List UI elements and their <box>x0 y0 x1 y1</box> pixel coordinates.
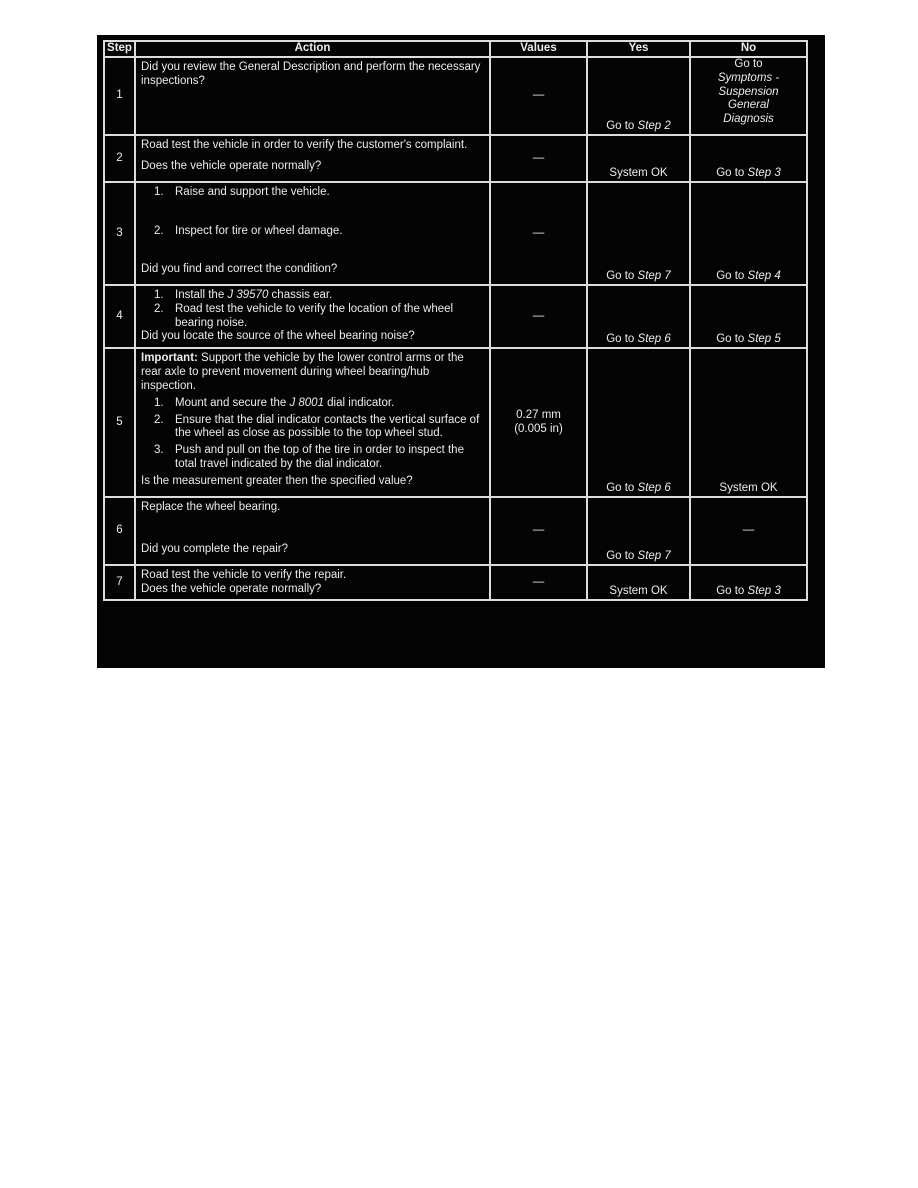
step-cell: 1 <box>104 57 135 135</box>
list-item-number: 2. <box>154 224 164 237</box>
action-paragraph <box>141 61 481 89</box>
yes-cell <box>587 57 690 135</box>
step-cell: 4 <box>104 285 135 348</box>
list-item-number: 1. <box>154 289 164 301</box>
action-list-item <box>141 289 481 303</box>
action-list-item <box>141 303 481 331</box>
text-span: Road test the vehicle in order to verify the customer's complaint. <box>141 139 468 151</box>
step-cell: 2 <box>104 135 135 182</box>
text-span: Go to <box>606 550 638 563</box>
text-span: Mount and secure the <box>175 396 290 409</box>
text-span: Is the measurement greater then the specified value? <box>141 475 413 488</box>
yes-cell <box>587 135 690 182</box>
list-item-text <box>175 303 481 331</box>
text-span: Support the vehicle by the lower control arms or the rear axle to prevent movement during wheel bearing/hub inspection. <box>141 352 464 392</box>
action-list-item <box>141 397 481 411</box>
action-content <box>136 349 489 492</box>
no-cell <box>690 565 807 600</box>
text-span: System OK <box>609 585 668 598</box>
action-content <box>136 136 489 177</box>
text-span: Road test the vehicle to verify the location of the wheel bearing noise. <box>175 302 454 329</box>
values-cell <box>490 135 587 182</box>
action-cell <box>135 182 490 285</box>
action-cell <box>135 57 490 135</box>
no-cell <box>690 57 807 135</box>
text-span: Suspension <box>718 85 779 98</box>
action-content <box>136 498 489 560</box>
values-cell <box>490 285 587 348</box>
text-span: Does the vehicle operate normally? <box>141 160 322 173</box>
text-span: Did you review the General Description and perform the necessary inspections? <box>141 61 481 87</box>
text-span: chassis ear. <box>268 289 333 301</box>
text-span: Did you find and correct the condition? <box>141 263 338 276</box>
action-question <box>141 263 481 277</box>
action-list-item <box>141 225 481 239</box>
answer-line <box>691 167 806 181</box>
text-span: Step 6 <box>637 333 671 346</box>
action-list-item <box>141 414 481 442</box>
table-row <box>104 135 807 182</box>
column-header-yes: Yes <box>587 41 690 57</box>
text-span: Inspect for tire or wheel damage. <box>175 224 343 237</box>
list-item-number: 3. <box>154 444 164 457</box>
answer-line <box>691 58 806 72</box>
no-cell <box>690 285 807 348</box>
yes-cell <box>587 348 690 497</box>
list-item-text <box>175 225 481 239</box>
column-header-values: Values <box>490 41 587 57</box>
action-question <box>141 330 481 344</box>
answer-line <box>691 113 806 127</box>
action-cell <box>135 497 490 565</box>
action-list-item <box>141 444 481 472</box>
no-cell <box>690 348 807 497</box>
text-span: Replace the wheel bearing. <box>141 501 281 513</box>
text-span: Step 3 <box>747 167 781 180</box>
value-line: — <box>532 151 545 164</box>
value-line: — <box>532 89 545 102</box>
text-span: Go to <box>606 120 638 133</box>
list-item-text <box>175 289 481 303</box>
text-span: Step 3 <box>747 585 781 598</box>
no-cell <box>690 182 807 285</box>
answer-line <box>691 524 806 538</box>
action-paragraph <box>141 139 481 153</box>
text-span: — <box>742 524 755 537</box>
text-span: Step 4 <box>747 270 781 283</box>
answer-line <box>691 333 806 347</box>
list-item-number: 1. <box>154 396 164 409</box>
step-cell: 5 <box>104 348 135 497</box>
list-item-text <box>175 397 481 411</box>
value-line: — <box>532 309 545 322</box>
column-header-step: Step <box>104 41 135 57</box>
column-header-action: Action <box>135 41 490 57</box>
answer-line <box>588 120 689 134</box>
text-span: Step 6 <box>637 482 671 495</box>
answer-line <box>691 99 806 113</box>
answer-line <box>588 270 689 284</box>
step-cell: 6 <box>104 497 135 565</box>
text-span: Does the vehicle operate normally? <box>141 582 322 595</box>
table-row <box>104 565 807 600</box>
text-span: Go to <box>606 270 638 283</box>
answer-line <box>588 585 689 599</box>
text-span: General <box>728 99 769 112</box>
step-cell: 3 <box>104 182 135 285</box>
yes-cell <box>587 285 690 348</box>
text-span: dial indicator. <box>323 396 395 409</box>
answer-line <box>588 167 689 181</box>
list-item-text <box>175 414 481 442</box>
table-row <box>104 348 807 497</box>
answer-line <box>691 72 806 86</box>
text-span: Road test the vehicle to verify the repair. <box>141 569 347 581</box>
values-cell <box>490 348 587 497</box>
yes-cell <box>587 565 690 600</box>
action-question <box>141 475 481 489</box>
text-span: Go to <box>716 167 748 180</box>
step-cell: 7 <box>104 565 135 600</box>
action-content <box>136 183 489 280</box>
no-cell <box>690 497 807 565</box>
scanned-page-area <box>97 35 825 668</box>
values-cell <box>490 182 587 285</box>
text-span: Go to <box>606 333 638 346</box>
text-span: Did you complete the repair? <box>141 543 289 556</box>
text-span: Raise and support the vehicle. <box>175 186 330 198</box>
value-line: — <box>532 575 545 588</box>
action-cell <box>135 135 490 182</box>
diagnostic-table-body <box>104 41 807 600</box>
text-span: Ensure that the dial indicator contacts the vertical surface of the wheel as close as possible to the top wheel stud. <box>175 413 480 440</box>
values-cell <box>490 57 587 135</box>
text-span: Go to <box>734 58 763 70</box>
list-item-number: 2. <box>154 413 164 426</box>
answer-line <box>691 482 806 496</box>
column-header-no: No <box>690 41 807 57</box>
action-paragraph <box>141 569 481 583</box>
answer-line <box>691 86 806 100</box>
answer-line <box>691 585 806 599</box>
diagnostic-table <box>103 40 808 601</box>
table-row <box>104 182 807 285</box>
text-span: Diagnosis <box>723 113 774 126</box>
action-question <box>141 583 481 597</box>
action-question <box>141 543 481 557</box>
header-row <box>104 41 807 57</box>
text-span: Step 7 <box>637 270 671 283</box>
answer-line <box>588 550 689 564</box>
yes-cell <box>587 182 690 285</box>
yes-cell <box>587 497 690 565</box>
action-content <box>136 566 489 595</box>
value-line: — <box>532 226 545 239</box>
value-line: 0.27 mm <box>516 408 561 421</box>
list-item-number: 2. <box>154 302 164 315</box>
text-span: System OK <box>609 167 668 180</box>
text-span: J 8001 <box>289 396 324 409</box>
text-span: Step 2 <box>637 120 671 133</box>
list-item-text <box>175 186 481 200</box>
action-question <box>141 160 481 174</box>
text-span: Step 7 <box>637 550 671 563</box>
text-span: Symptoms - <box>717 71 780 84</box>
action-content <box>136 58 489 130</box>
action-cell <box>135 285 490 348</box>
value-line: — <box>532 524 545 537</box>
text-span: System OK <box>719 482 778 495</box>
text-span: Did you locate the source of the wheel bearing noise? <box>141 330 415 343</box>
action-cell <box>135 565 490 600</box>
list-item-text <box>175 444 481 472</box>
action-content <box>136 286 489 343</box>
text-span: Install the <box>175 289 228 301</box>
text-span: Step 5 <box>747 333 781 346</box>
values-cell <box>490 565 587 600</box>
text-span: Go to <box>716 333 748 346</box>
table-row <box>104 57 807 135</box>
action-paragraph <box>141 352 481 393</box>
no-cell <box>690 135 807 182</box>
answer-line <box>588 333 689 347</box>
text-span: Go to <box>716 270 748 283</box>
text-span: Go to <box>716 585 748 598</box>
text-span: Important: <box>141 352 198 364</box>
answer-line <box>588 482 689 496</box>
table-row <box>104 497 807 565</box>
action-list-item <box>141 186 481 200</box>
action-cell <box>135 348 490 497</box>
table-row <box>104 285 807 348</box>
text-span: Go to <box>606 482 638 495</box>
answer-line <box>691 270 806 284</box>
values-cell <box>490 497 587 565</box>
text-span: J 39570 <box>227 289 269 301</box>
text-span: Push and pull on the top of the tire in order to inspect the total travel indicated by the dial indicator. <box>175 444 464 471</box>
value-line: (0.005 in) <box>514 422 563 435</box>
list-item-number: 1. <box>154 186 164 198</box>
action-paragraph <box>141 501 481 515</box>
